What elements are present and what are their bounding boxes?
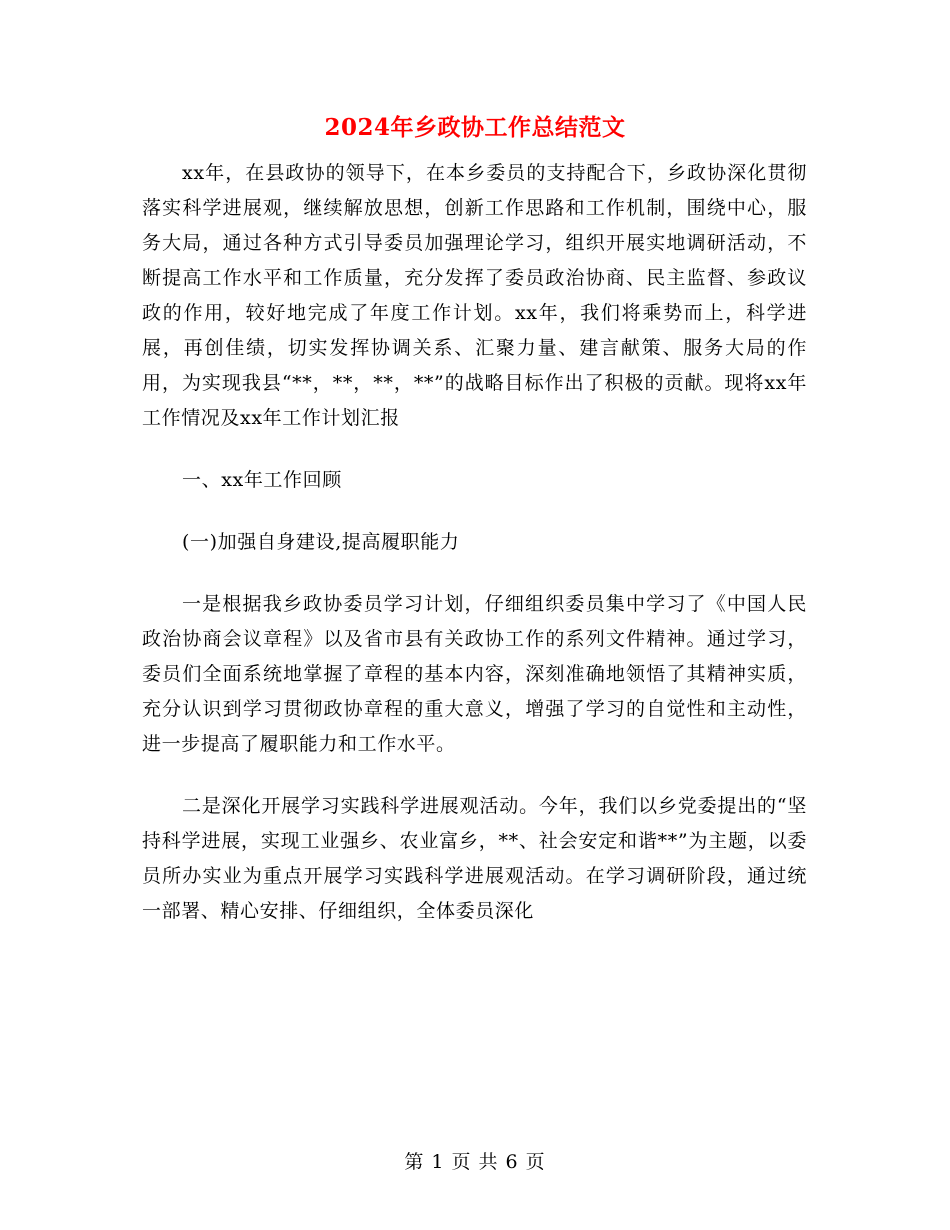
page-number-footer: 第 1 页 共 6 页: [404, 1151, 546, 1173]
paragraph-point-two: 二是深化开展学习实践科学进展观活动。今年，我们以乡党委提出的“坚持科学进展，实现工业强乡、农业富乡，**、社会安定和谐**”为主题，以委员所办实业为重点开展学习实践科学进展观活动。在学习调研阶段，通过统一部署、精心安排、仔细组织，全体委员深化: [142, 795, 807, 922]
paragraph-point-one: 一是根据我乡政协委员学习计划，仔细组织委员集中学习了《中国人民政治协商会议章程》以及省市县有关政协工作的系列文件精神。通过学习，委员们全面系统地掌握了章程的基本内容，深刻准确地领悟了其精神实质，充分认识到学习贯彻政协章程的重大意义，增强了学习的自觉性和主动性，进一步提高了履职能力和工作水平。: [142, 593, 807, 755]
document-body: [142, 156, 807, 929]
subsection-heading-self-building: (一)加强自身建设,提高履职能力: [182, 531, 460, 553]
document-title: 2024年乡政协工作总结范文: [324, 114, 626, 141]
paragraph-intro: xx年，在县政协的领导下，在本乡委员的支持配合下，乡政协深化贯彻落实科学进展观，继续解放思想，创新工作思路和工作机制，围绕中心，服务大局，通过各种方式引导委员加强理论学习，组织开展实地调研活动，不断提高工作水平和工作质量，充分发挥了委员政治协商、民主监督、参政议政的作用，较好地完成了年度工作计划。xx年，我们将乘势而上，科学进展，再创佳绩，切实发挥协调关系、汇聚力量、建言献策、服务大局的作用，为实现我县“**，**，**，**”的战略目标作出了积极的贡献。现将xx年工作情况及xx年工作计划汇报: [142, 162, 807, 429]
section-heading-review: 一、xx年工作回顾: [182, 469, 342, 491]
